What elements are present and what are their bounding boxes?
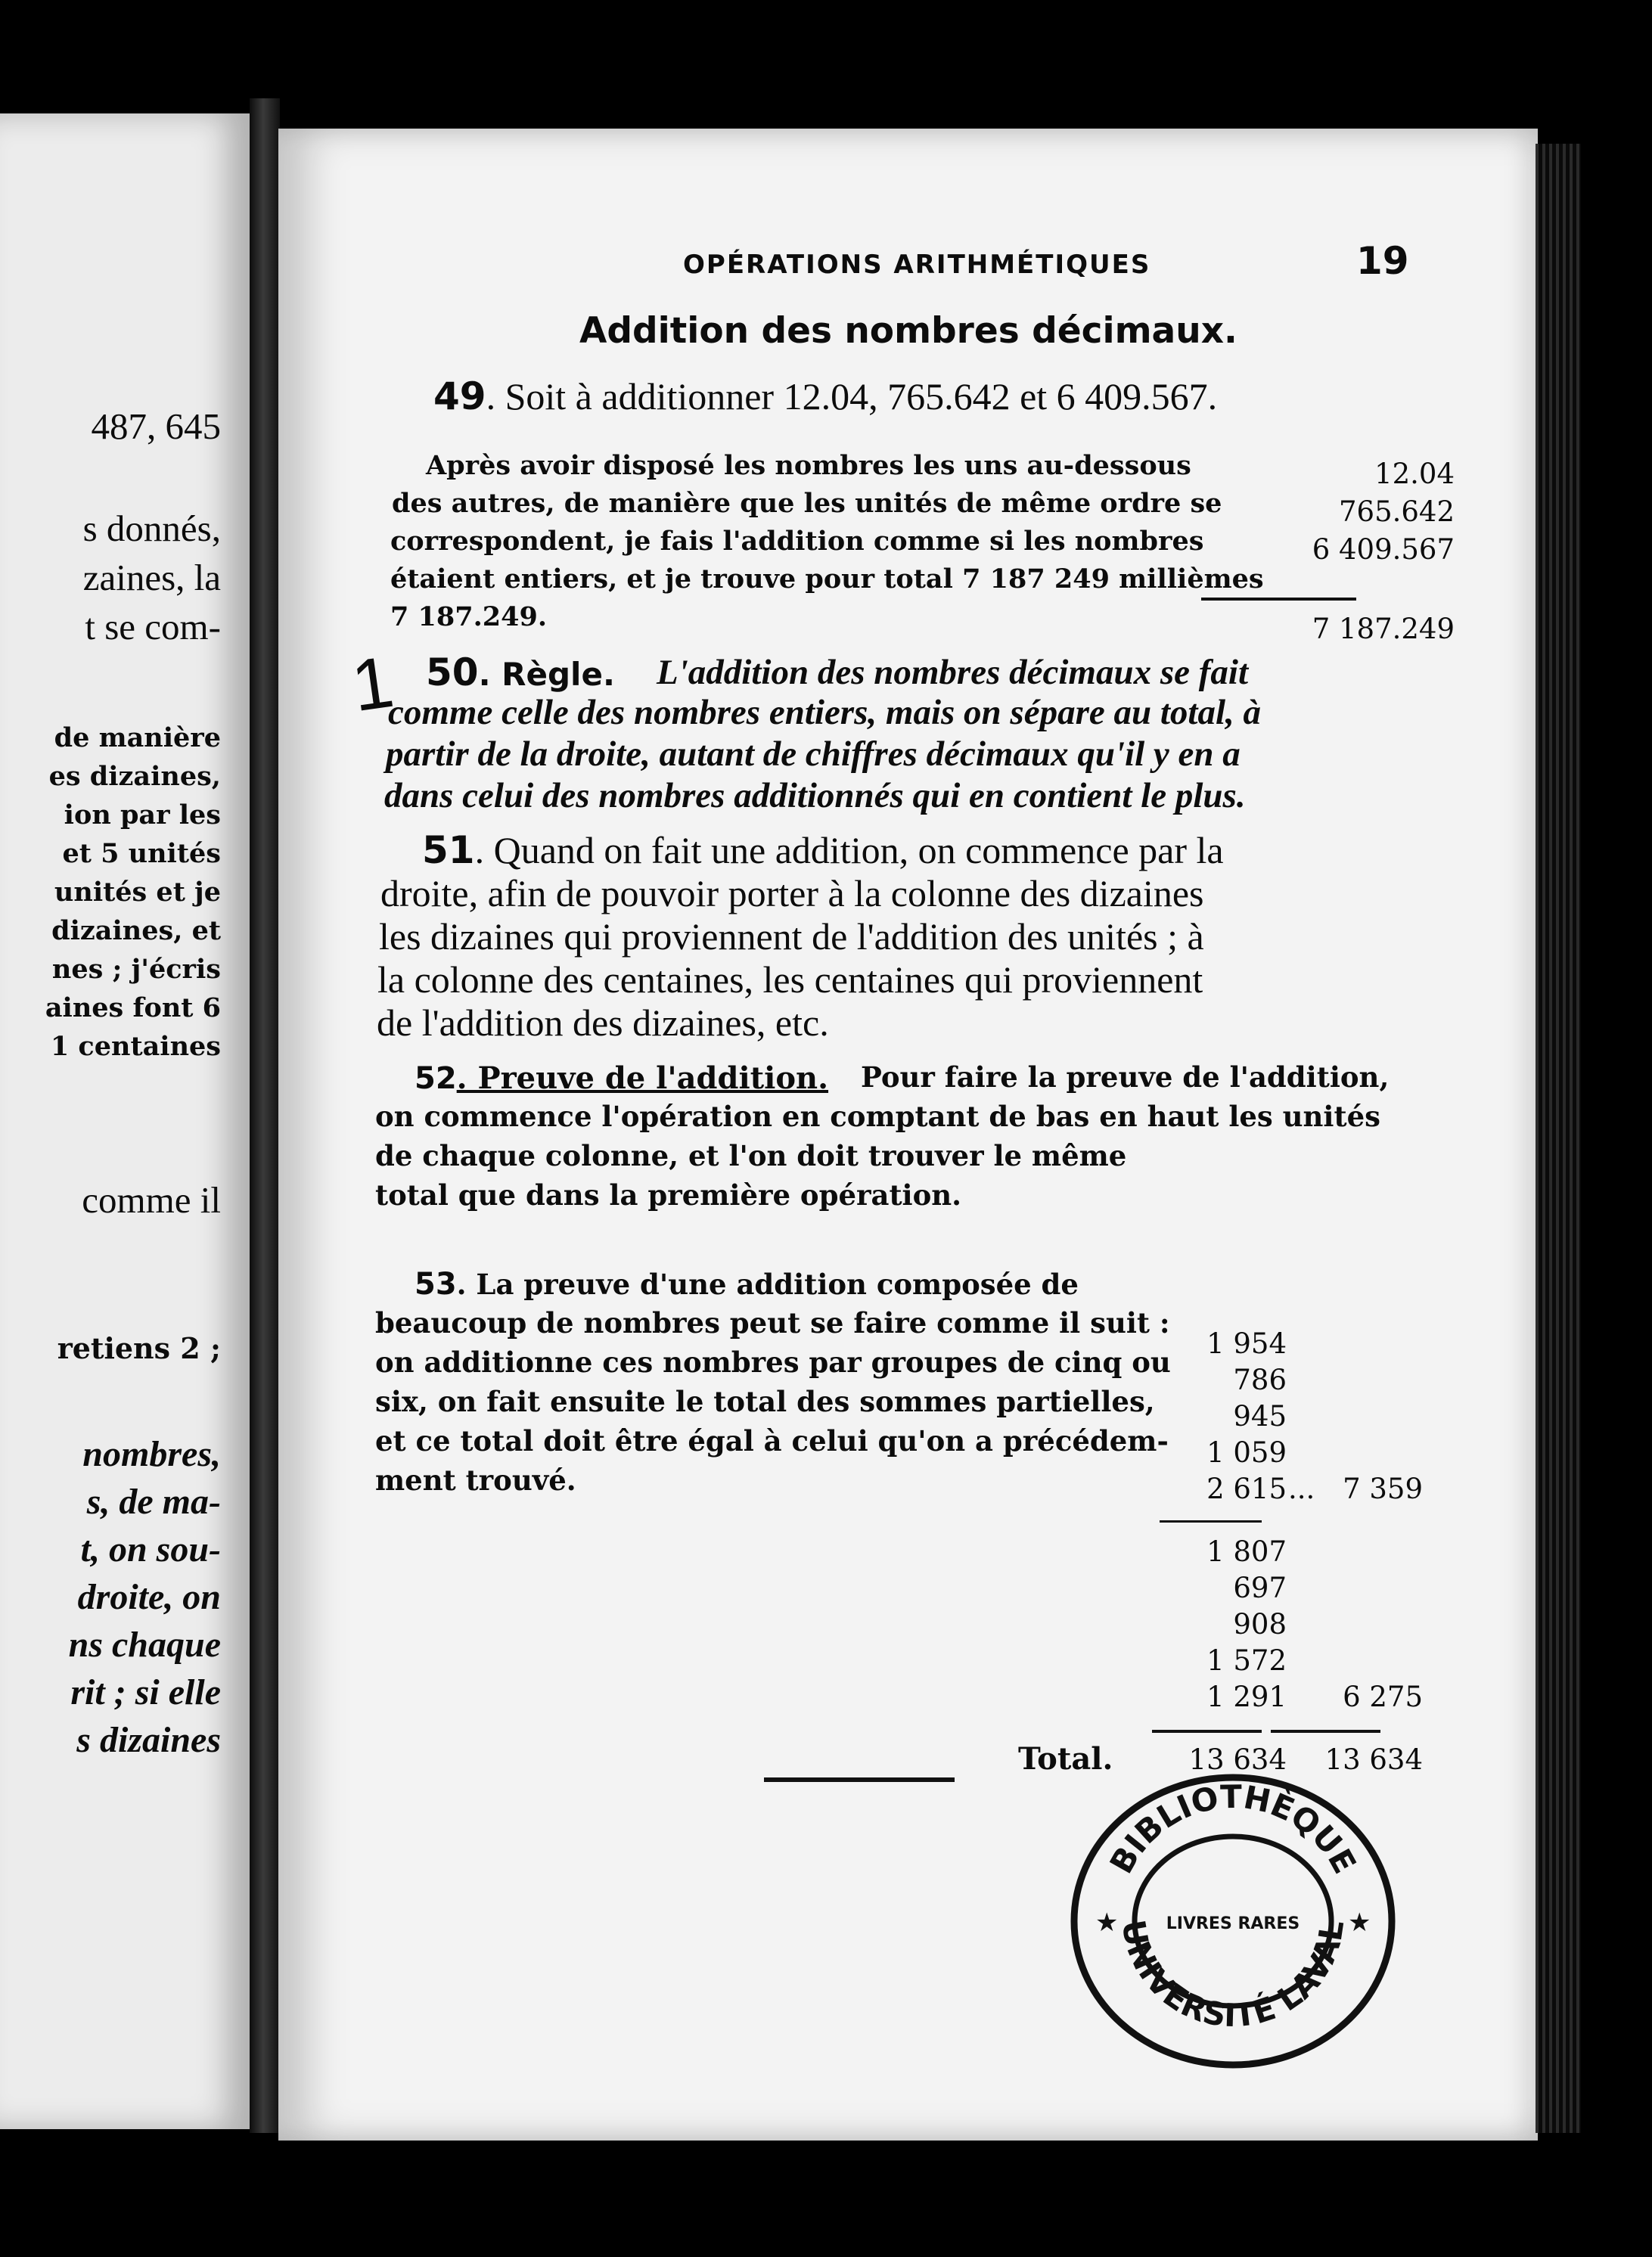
left-fragment: s donnés, (82, 508, 221, 549)
proof-label: . Preuve de l'addition. (456, 1060, 829, 1096)
handwritten-margin-mark: 1 (346, 641, 399, 728)
paragraph-53-lead (415, 1267, 1079, 1302)
total-label: Total. (1018, 1741, 1113, 1777)
left-fragment: es dizaines, (48, 761, 221, 792)
left-fragment: 1 centaines (50, 1031, 221, 1062)
running-head: OPÉRATIONS ARITHMÉTIQUES (683, 250, 1151, 280)
stamp-top-path: BIBLIOTHÈQUE (1102, 1777, 1364, 1880)
left-fragment: et 5 unités (62, 838, 221, 869)
left-fragment: comme il (82, 1179, 221, 1221)
paragraph-number: 53 (415, 1267, 457, 1302)
sum-row: 945 (1233, 1400, 1287, 1433)
paragraph-49-text: . Soit à additionner 12.04, 765.642 et 6 409.567. (486, 375, 1218, 418)
paragraph-52-line: Pour faire la preuve de l'addition, (861, 1060, 1390, 1094)
page-edges (1536, 144, 1581, 2133)
book-spine (250, 98, 280, 2133)
paragraph-49-line: étaient entiers, et je trouve pour total 7 187 249 millièmes (390, 563, 1264, 595)
sum-row: 1 291 (1206, 1681, 1287, 1713)
paragraph-49-line: correspondent, je fais l'addition comme si les nombres (390, 526, 1204, 557)
sum-row: 786 (1233, 1364, 1287, 1396)
left-fragment: ns chaque (68, 1625, 221, 1665)
addend: 12.04 (1374, 458, 1455, 490)
paragraph-53-line: beaucoup de nombres peut se faire comme il suit : (375, 1306, 1170, 1340)
stamp-bottom-text (1114, 1917, 1351, 2035)
sum-row: 1 807 (1206, 1535, 1287, 1568)
paragraph-49-line: 7 187.249. (390, 601, 548, 632)
left-fragment: rit ; si elle (70, 1672, 221, 1712)
rule-text-line: dans celui des nombres additionnés qui en contient le plus. (384, 776, 1246, 815)
sum-row: 1 059 (1206, 1436, 1287, 1469)
paragraph-51-line: droite, afin de pouvoir porter à la colonne des dizaines (380, 872, 1204, 914)
sum-row: 697 (1233, 1572, 1287, 1604)
paragraph-53-line: six, on fait ensuite le total des sommes partielles, (375, 1385, 1155, 1418)
paragraph-52-line: total que dans la première opération. (375, 1178, 962, 1212)
paragraph-51-line: les dizaines qui proviennent de l'addition des unités ; à (379, 915, 1204, 958)
paragraph-number: 49 (433, 374, 486, 418)
leader-dots: ... (1288, 1473, 1315, 1505)
left-fragment: s dizaines (76, 1720, 221, 1760)
left-fragment: unités et je (54, 877, 221, 908)
paragraph-number: 50 (426, 650, 479, 694)
left-fragment: dizaines, et (51, 915, 221, 946)
rule-text-line: comme celle des nombres entiers, mais on sépare au total, à (388, 693, 1262, 732)
addition-total: 7 187.249 (1312, 613, 1455, 645)
grand-total: 13 634 (1188, 1743, 1287, 1776)
left-fragment: aines font 6 (45, 992, 221, 1023)
rule-text-line: partir de la droite, autant de chiffres décimaux qu'il y en a (386, 734, 1241, 774)
paragraph-53-text: . La preuve d'une addition composée de (456, 1268, 1079, 1301)
paragraph-51-line: la colonne des centaines, les centaines qui proviennent (377, 958, 1203, 1001)
paragraph-49-lead (433, 374, 1217, 418)
left-fragment: t, on sou- (80, 1529, 221, 1569)
paragraph-53-line: et ce total doit être égal à celui qu'on a précédem- (375, 1424, 1169, 1458)
group-rule (1160, 1520, 1262, 1523)
rule-label: . Règle. (478, 656, 615, 693)
star-icon: ★ (1095, 1908, 1119, 1938)
paragraph-52-line: de chaque colonne, et l'on doit trouver le même (375, 1139, 1127, 1172)
paragraph-49-line: des autres, de manière que les unités de même ordre se (392, 488, 1222, 519)
stamp-top-text (1103, 1778, 1364, 1880)
left-fragment: t se com- (85, 606, 221, 647)
left-fragment: nes ; j'écris (51, 954, 221, 985)
left-fragment: zaines, la (82, 557, 221, 598)
group-subtotal: 7 359 (1343, 1473, 1423, 1505)
sum-row: 1 954 (1206, 1327, 1287, 1360)
closing-rule (764, 1777, 955, 1782)
sum-rule (1201, 598, 1356, 601)
addend: 6 409.567 (1312, 533, 1455, 566)
total-rule (1271, 1730, 1380, 1733)
paragraph-52-line: on commence l'opération en comptant de bas en haut les unités (375, 1100, 1380, 1133)
paragraph-53-line: ment trouvé. (375, 1464, 576, 1497)
left-fragment: s, de ma- (86, 1482, 221, 1522)
paragraph-49-line: Après avoir disposé les nombres les uns au-dessous (426, 450, 1191, 481)
paragraph-51-line: de l'addition des dizaines, etc. (377, 1001, 829, 1044)
stamp-bottom-path: UNIVERSITÉ LAVAL (1114, 1917, 1352, 2035)
left-fragment: 487, 645 (91, 405, 221, 447)
left-fragment: droite, on (77, 1577, 221, 1617)
paragraph-52-lead (415, 1060, 828, 1096)
left-fragment: de manière (54, 722, 221, 753)
group-subtotal: 6 275 (1343, 1681, 1423, 1713)
total-rule (1152, 1730, 1262, 1733)
star-icon: ★ (1348, 1908, 1371, 1938)
library-stamp (1067, 1766, 1399, 2069)
left-fragment: nombres, (82, 1434, 221, 1474)
paragraph-51-lead (422, 828, 1224, 872)
paragraph-number: 52 (415, 1061, 457, 1096)
rule-text-line: L'addition des nombres décimaux se fait (657, 653, 1249, 692)
page-number: 19 (1356, 239, 1409, 283)
paragraph-53-line: on additionne ces nombres par groupes de cinq ou (375, 1346, 1171, 1379)
paragraph-50-lead (426, 650, 615, 694)
stamp-center-text: LIVRES RARES (1166, 1914, 1300, 1933)
left-facing-page (0, 113, 250, 2129)
paragraph-51-text: . Quand on fait une addition, on commence par la (474, 829, 1224, 871)
section-title: Addition des nombres décimaux. (579, 310, 1237, 352)
left-fragment: ion par les (64, 799, 221, 830)
addend: 765.642 (1338, 495, 1455, 528)
check-total: 13 634 (1324, 1743, 1423, 1776)
paragraph-number: 51 (422, 828, 475, 872)
left-fragment: retiens 2 ; (57, 1331, 221, 1365)
sum-row: 1 572 (1206, 1644, 1287, 1677)
sum-row: 908 (1233, 1608, 1287, 1641)
sum-row: 2 615 (1206, 1473, 1287, 1505)
